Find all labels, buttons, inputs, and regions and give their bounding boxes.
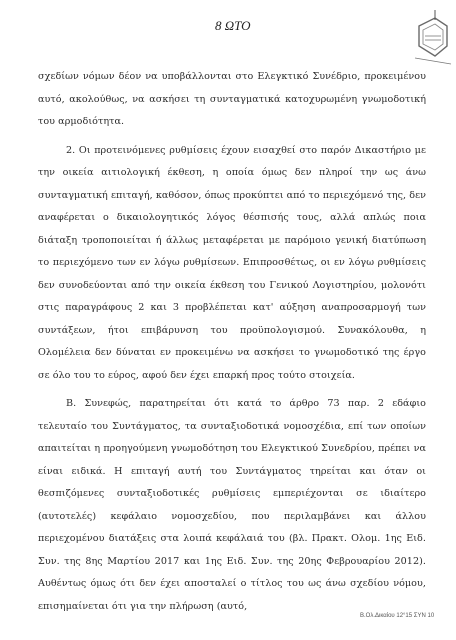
footer-reference: Β.Ολ.Δικαίου 12°15 ΣΥΝ 10 [360,613,435,619]
paragraph-2: 2. Οι προτεινόμενες ρυθμίσεις έχουν εισαχθεί στο παρόν Δικαστήριο με την οικεία αιτιολογική έκθεση, η οποία όμως δεν πληροί την ως άνω συνταγματική επιταγή, καθόσον, όπως προκύπτει από το περιεχόμενό της, δεν αναφέρεται ο δικαιολογητικός λόγος θέσπισής τους, αλλά απλώς ποια διάταξη τροποποιείται ή άλλως μεταφέρεται με παρόμοιο γενική διατύπωση το περιεχόμενο των εν λόγω ρυθμίσεων. Επιπροσθέτως, οι εν λόγω ρυθμίσεις δεν συνοδεύονται από την οικεία έκθεση του Γενικού Λογιστηρίου, μολονότι στις παραγράφους 2 και 3 προβλέπεται κατ' αύξηση αναπροσαρμογή των συντάξεων, ήτοι επιβάρυνση του προϋπολογισμού. Συνακόλουθα, η Ολομέλεια δεν δύναται εν προκειμένω να ασκήσει το γνωμοδοτικό της έργο σε όλο του το εύρος, αφού δεν έχει επαρκή προς τούτο στοιχεία. [38,144,426,381]
document-body [38,66,426,618]
page-number: 8 ΩΤΟ [215,18,251,33]
paragraph-3: Β. Συνεφώς, παρατηρείται ότι κατά το άρθρο 73 παρ. 2 εδάφιο τελευταίο του Συντάγματος, τα συνταξιοδοτικά νομοσχέδια, επί των οποίων απαιτείται η προηγούμενη γνωμοδότηση του Ελεγκτικού Συνεδρίου, πρέπει να είναι ειδικά. Η επιταγή αυτή του Συντάγματος τηρείται και όταν οι θεσπιζόμενες συνταξιοδοτικές ρυθμίσεις εμπεριέχονται σε ιδιαίτερο (αυτοτελές) κεφάλαιο νομοσχεδίου, που περιλαμβάνει και άλλου περιεχομένου διατάξεις στα λοιπά κεφάλαιά του (βλ. Πρακτ. Ολομ. 1ης Ειδ. Συν. της 8ης Μαρτίου 2017 και 1ης Ειδ. Συν. της 20ης Φεβρουαρίου 2012). Αυθέντως όμως ότι δεν έχει αποσταλεί ο τίτλος του ως άνω σχεδίου νόμου, επισημαίνεται ότι για την πλήρωση (αυτό, [38,398,426,612]
court-stamp-icon [413,6,453,70]
paragraph-1: σχεδίων νόμων δέον να υποβάλλονται στο Ελεγκτικό Συνέδριο, προκειμένου αυτό, ακολούθως, να ασκήσει τη συνταγματικά κατοχυρωμένη γνωμοδοτική του αρμοδιότητα. [38,71,426,127]
